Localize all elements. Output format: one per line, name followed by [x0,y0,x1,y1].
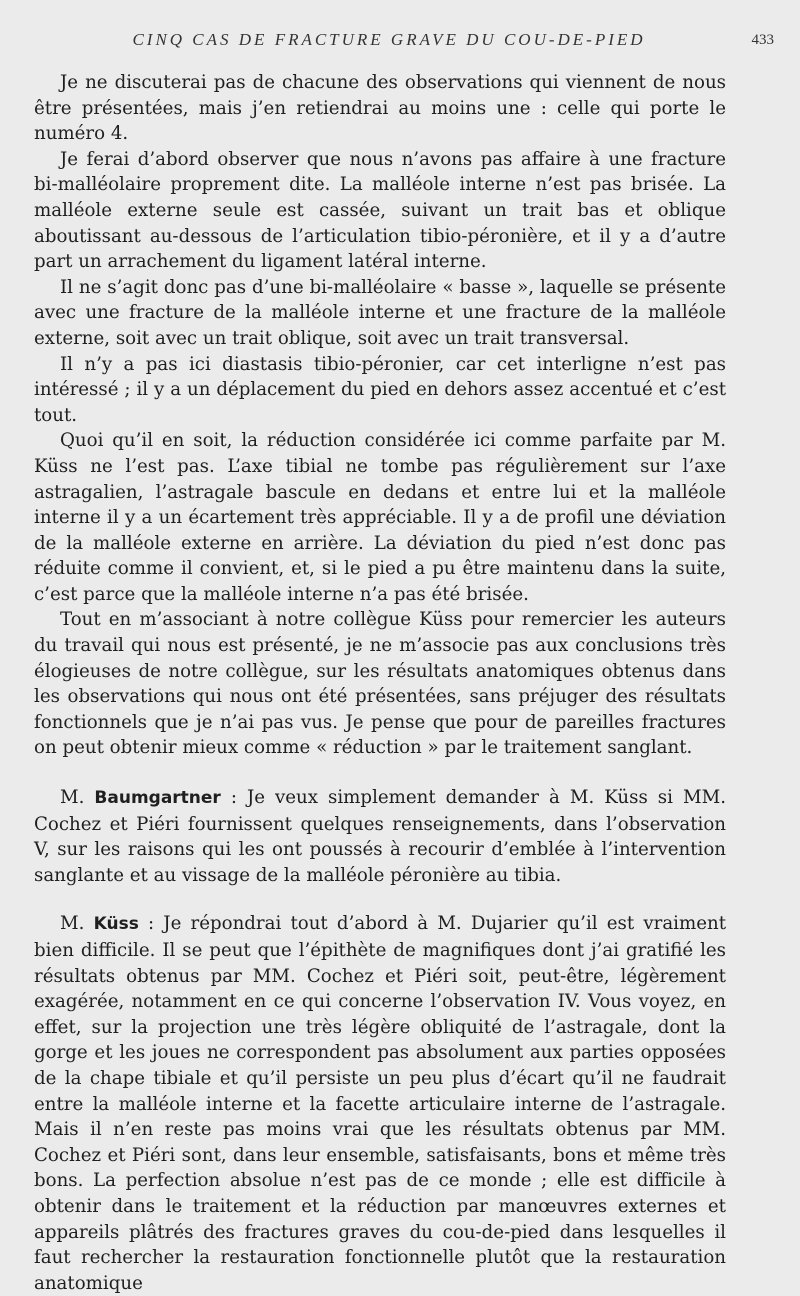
running-title: CINQ CAS DE FRACTURE GRAVE DU COU-DE-PIED [132,30,646,49]
speaker-prefix: M. [60,913,94,935]
intervention-paragraph [34,911,726,1296]
section-gap [34,761,726,785]
speaker-name: Baumgartner [94,788,221,809]
paragraph: Tout en m’associant à notre collègue Küss pour remercier les auteurs du travail qui nous est présenté, je ne m’associe pas aux conclusions très élogieuses de notre collègue, sur les résultats anatomiques obtenus dans les observations qui nous ont été présentées, sans préjuger des résultats fonctionnels que je n’ai pas vus. Je pense que pour de pareilles fractures on peut obtenir mieux comme « réduction » par le traitement sanglant. [34,609,726,759]
paragraph: Je ferai d’abord observer que nous n’avons pas affaire à une fracture bi-malléolaire proprement dite. La malléole interne n’est pas brisée. La malléole externe seule est cassée, suivant un trait bas et oblique aboutissant au-dessous de l’articulation tibio-péronière, et il y a d’autre part un arrachement du ligament latéral interne. [34,148,726,273]
body-text [34,70,726,1296]
intervention-paragraph [34,785,726,888]
section-gap [34,888,726,911]
running-head [34,30,774,56]
paragraph: Je ne discuterai pas de chacune des observations qui viennent de nous être présentées, mais j’en retiendrai au moins une : celle qui porte le numéro 4. [34,72,726,145]
paragraph: Il ne s’agit donc pas d’une bi-malléolaire « basse », laquelle se présente avec une fracture de la malléole interne et une fracture de la malléole externe, soit avec un trait oblique, soit avec un trait transversal. [34,276,726,349]
intervention-text: : Je veux simplement demander à M. Küss si MM. Cochez et Piéri fournissent quelques renseignements, dans l’observation V, sur les raisons qui les ont poussés à recourir d’emblée à l’intervention sanglante et au vissage de la malléole péronière au tibia. [34,787,726,886]
page-number: 433 [751,32,774,48]
paragraph: Quoi qu’il en soit, la réduction considérée ici comme parfaite par M. Küss ne l’est pas. L’axe tibial ne tombe pas régulièrement sur l’axe astragalien, l’astragale bascule en dedans et entre lui et la malléole interne il y a un écartement très appréciable. Il y a de profil une déviation de la malléole externe en arrière. La déviation du pied n’est donc pas réduite comme il convient, et, si le pied a pu être maintenu dans la suite, c’est parce que la malléole interne n’a pas été brisée. [34,430,726,605]
paragraph: Il n’y a pas ici diastasis tibio-péronier, car cet interligne n’est pas intéressé ; il y a un déplacement du pied en dehors assez accentué et c’est tout. [34,353,726,426]
speaker-prefix: M. [60,787,95,809]
speaker-name: Küss [93,914,139,935]
intervention-text: : Je répondrai tout d’abord à M. Dujarier qu’il est vraiment bien difficile. Il se peut que l’épithète de magnifiques dont j’ai gratifié les résultats obtenus par MM. Cochez et Piéri soit, peut-être, légèrement exagérée, notamment en ce qui concerne l’observation IV. Vous voyez, en effet, sur la projection une très légère obliquité de l’astragale, dont la gorge et les joues ne correspondent pas absolument aux parties opposées de la chape tibiale et qu’il persiste un peu plus d’écart qu’il ne faudrait entre la malléole interne et la facette articulaire interne de l’astragale. Mais il n’en reste pas moins vrai que les résultats obtenus par MM. Cochez et Piéri sont, dans leur ensemble, satisfaisants, bons et même très bons. La perfection absolue n’est pas de ce monde ; elle est difficile à obtenir dans le traitement et la réduction par manœuvres externes et appareils plâtrés des fractures graves du cou-de-pied dans lesquelles il faut rechercher la restauration fonctionnelle plutôt que la restauration anatomique [34,913,727,1294]
